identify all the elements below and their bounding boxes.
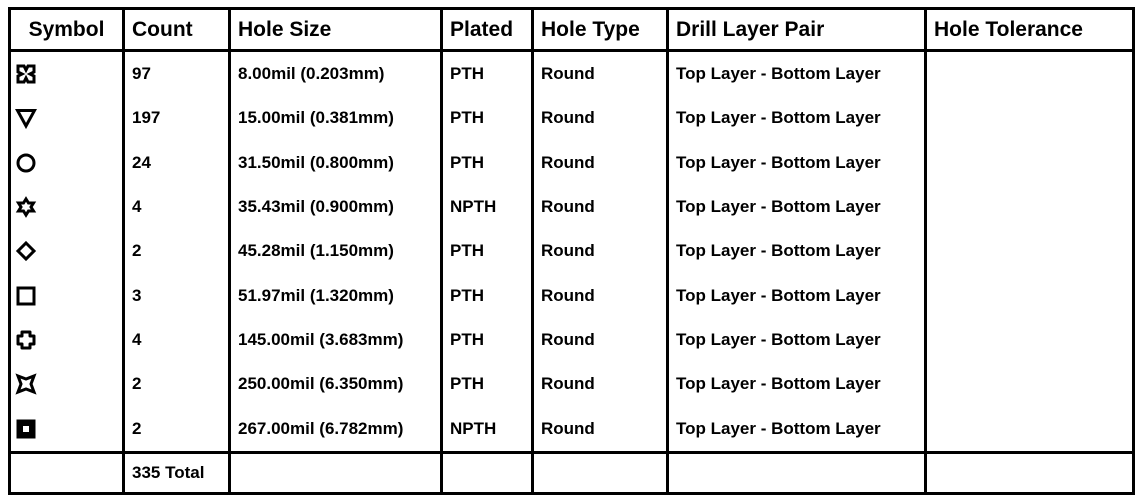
count-cell: 4 bbox=[124, 185, 230, 229]
count-cell: 2 bbox=[124, 406, 230, 452]
hole-type-cell: Round bbox=[533, 273, 668, 317]
hole-size-cell: 15.00mil (0.381mm) bbox=[230, 96, 442, 140]
hole-type-cell: Round bbox=[533, 96, 668, 140]
table-row bbox=[10, 318, 1134, 362]
plated-cell: PTH bbox=[442, 141, 533, 185]
symbol-cell bbox=[10, 229, 124, 273]
star-of-david-icon bbox=[15, 196, 37, 218]
plated-cell: PTH bbox=[442, 273, 533, 317]
hole-tolerance-cell bbox=[926, 141, 1134, 185]
table-row bbox=[10, 96, 1134, 140]
concave-star-icon bbox=[15, 373, 37, 395]
total-hole-size-cell bbox=[230, 452, 442, 493]
total-hole-tolerance-cell bbox=[926, 452, 1134, 493]
symbol-cell bbox=[10, 406, 124, 452]
header-hole-size: Hole Size bbox=[230, 9, 442, 51]
hole-size-cell: 51.97mil (1.320mm) bbox=[230, 273, 442, 317]
hole-tolerance-cell bbox=[926, 51, 1134, 97]
hole-tolerance-cell bbox=[926, 318, 1134, 362]
table-row bbox=[10, 273, 1134, 317]
hole-size-cell: 45.28mil (1.150mm) bbox=[230, 229, 442, 273]
header-symbol: Symbol bbox=[10, 9, 124, 51]
drill-layer-pair-cell: Top Layer - Bottom Layer bbox=[668, 318, 926, 362]
plated-cell: PTH bbox=[442, 96, 533, 140]
total-count-cell: 335 Total bbox=[124, 452, 230, 493]
hole-size-cell: 31.50mil (0.800mm) bbox=[230, 141, 442, 185]
plus-icon bbox=[15, 329, 37, 351]
hole-tolerance-cell bbox=[926, 362, 1134, 406]
symbol-cell bbox=[10, 141, 124, 185]
drill-layer-pair-cell: Top Layer - Bottom Layer bbox=[668, 229, 926, 273]
drill-layer-pair-cell: Top Layer - Bottom Layer bbox=[668, 96, 926, 140]
drill-layer-pair-cell: Top Layer - Bottom Layer bbox=[668, 273, 926, 317]
plated-cell: NPTH bbox=[442, 406, 533, 452]
count-cell: 24 bbox=[124, 141, 230, 185]
symbol-cell bbox=[10, 96, 124, 140]
total-symbol-cell bbox=[10, 452, 124, 493]
total-row bbox=[10, 452, 1134, 493]
symbol-cell bbox=[10, 185, 124, 229]
hole-tolerance-cell bbox=[926, 406, 1134, 452]
square-icon bbox=[15, 285, 37, 307]
hole-size-cell: 250.00mil (6.350mm) bbox=[230, 362, 442, 406]
total-plated-cell bbox=[442, 452, 533, 493]
total-hole-type-cell bbox=[533, 452, 668, 493]
square-x-icon bbox=[15, 63, 37, 85]
table-row bbox=[10, 185, 1134, 229]
symbol-cell bbox=[10, 51, 124, 97]
hole-size-cell: 145.00mil (3.683mm) bbox=[230, 318, 442, 362]
hole-type-cell: Round bbox=[533, 318, 668, 362]
circle-icon bbox=[15, 152, 37, 174]
hole-type-cell: Round bbox=[533, 51, 668, 97]
count-cell: 97 bbox=[124, 51, 230, 97]
drill-table bbox=[8, 7, 1135, 495]
hole-tolerance-cell bbox=[926, 185, 1134, 229]
header-plated: Plated bbox=[442, 9, 533, 51]
header-hole-type: Hole Type bbox=[533, 9, 668, 51]
total-drill-layer-pair-cell bbox=[668, 452, 926, 493]
hole-type-cell: Round bbox=[533, 141, 668, 185]
count-cell: 197 bbox=[124, 96, 230, 140]
count-cell: 2 bbox=[124, 362, 230, 406]
table-row bbox=[10, 362, 1134, 406]
hole-tolerance-cell bbox=[926, 229, 1134, 273]
plated-cell: PTH bbox=[442, 318, 533, 362]
hole-tolerance-cell bbox=[926, 273, 1134, 317]
drill-layer-pair-cell: Top Layer - Bottom Layer bbox=[668, 185, 926, 229]
filled-square-icon bbox=[15, 418, 37, 440]
plated-cell: PTH bbox=[442, 229, 533, 273]
table-row bbox=[10, 51, 1134, 97]
header-row bbox=[10, 9, 1134, 51]
header-drill-layer-pair: Drill Layer Pair bbox=[668, 9, 926, 51]
drill-layer-pair-cell: Top Layer - Bottom Layer bbox=[668, 406, 926, 452]
header-hole-tolerance: Hole Tolerance bbox=[926, 9, 1134, 51]
drill-layer-pair-cell: Top Layer - Bottom Layer bbox=[668, 51, 926, 97]
plated-cell: PTH bbox=[442, 51, 533, 97]
count-cell: 4 bbox=[124, 318, 230, 362]
hole-type-cell: Round bbox=[533, 229, 668, 273]
hole-type-cell: Round bbox=[533, 185, 668, 229]
drill-layer-pair-cell: Top Layer - Bottom Layer bbox=[668, 362, 926, 406]
table-row bbox=[10, 141, 1134, 185]
header-count: Count bbox=[124, 9, 230, 51]
count-cell: 2 bbox=[124, 229, 230, 273]
symbol-cell bbox=[10, 318, 124, 362]
triangle-down-icon bbox=[15, 107, 37, 129]
symbol-cell bbox=[10, 362, 124, 406]
symbol-cell bbox=[10, 273, 124, 317]
hole-tolerance-cell bbox=[926, 96, 1134, 140]
plated-cell: NPTH bbox=[442, 185, 533, 229]
plated-cell: PTH bbox=[442, 362, 533, 406]
hole-size-cell: 267.00mil (6.782mm) bbox=[230, 406, 442, 452]
count-cell: 3 bbox=[124, 273, 230, 317]
drill-layer-pair-cell: Top Layer - Bottom Layer bbox=[668, 141, 926, 185]
diamond-icon bbox=[15, 240, 37, 262]
hole-size-cell: 35.43mil (0.900mm) bbox=[230, 185, 442, 229]
hole-type-cell: Round bbox=[533, 406, 668, 452]
table-row bbox=[10, 229, 1134, 273]
hole-type-cell: Round bbox=[533, 362, 668, 406]
hole-size-cell: 8.00mil (0.203mm) bbox=[230, 51, 442, 97]
table-row bbox=[10, 406, 1134, 452]
